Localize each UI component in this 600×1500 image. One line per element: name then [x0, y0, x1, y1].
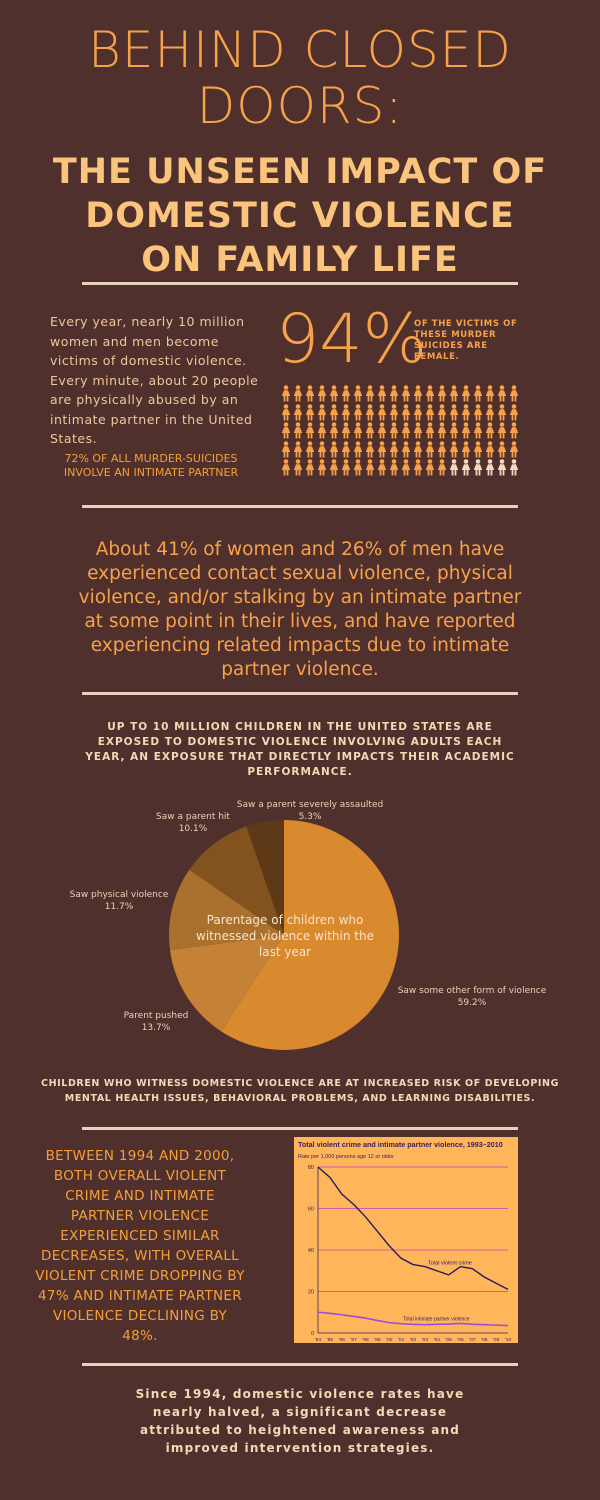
female-figure-icon: [448, 422, 460, 440]
female-figure-icon: [340, 459, 352, 477]
pie-label-pushed: [112, 1010, 200, 1034]
pie-label-pushed-text: Parent pushed: [123, 1011, 189, 1021]
female-figure-icon: [472, 404, 484, 422]
female-figure-icon: [352, 441, 364, 459]
x-tick-label: '07: [469, 1338, 476, 1343]
female-figure-icon: [424, 404, 436, 422]
x-tick-label: '98: [362, 1338, 369, 1343]
female-figure-icon: [280, 385, 292, 403]
female-figure-icon: [316, 459, 328, 477]
subtitle-line-3: ON FAMILY LIFE: [141, 240, 459, 280]
pie-label-other: [392, 985, 552, 1009]
female-figure-icon: [340, 441, 352, 459]
female-figure-icon: [496, 404, 508, 422]
x-tick-label: '04: [433, 1338, 440, 1343]
female-figure-icon: [376, 385, 388, 403]
x-tick-label: '02: [409, 1338, 417, 1343]
female-figure-icon: [316, 404, 328, 422]
x-tick-label: '06: [457, 1338, 464, 1343]
female-figure-icon: [280, 441, 292, 459]
female-figure-icon: [460, 459, 472, 477]
female-figure-icon: [340, 404, 352, 422]
pie-label-physical-text: Saw physical violence: [69, 890, 169, 900]
final-statement: Since 1994, domestic violence rates have nearly halved, a significant decrease attributed to heightened awareness and improved intervention strategies.: [135, 1387, 465, 1455]
female-figure-icon: [484, 385, 496, 403]
female-figure-icon: [400, 404, 412, 422]
x-tick-label: '08: [481, 1338, 488, 1343]
x-tick-label: '97: [350, 1338, 357, 1343]
pie-label-other-text: Saw some other form of violence: [397, 986, 547, 996]
x-tick-label: '10: [504, 1338, 512, 1343]
prevalence-quote: About 41% of women and 26% of men have experienced contact sexual violence, physical violence, and/or stalking by an intimate partner at some point in their lives, and have reported experiencing related impacts due to intimate partner violence.: [78, 539, 522, 680]
female-figure-icon: [400, 422, 412, 440]
female-figure-icon: [292, 385, 304, 403]
female-figure-icon: [328, 385, 340, 403]
y-tick-label: 80: [307, 1165, 314, 1171]
female-figure-icon: [376, 459, 388, 477]
pie-label-other-pct: 59.2%: [457, 998, 487, 1008]
female-figure-icon: [508, 441, 520, 459]
female-figure-icon: [436, 459, 448, 477]
female-figure-icon: [460, 385, 472, 403]
female-figure-icon: [328, 459, 340, 477]
female-figure-icon: [376, 441, 388, 459]
female-figure-grid: [280, 385, 520, 478]
pie-label-parent-hit-text: Saw a parent hit: [156, 812, 230, 822]
female-figure-icon: [292, 404, 304, 422]
female-figure-icon: [484, 422, 496, 440]
title-line-1: BEHIND CLOSED: [88, 21, 512, 79]
female-figure-icon: [292, 459, 304, 477]
y-tick-label: 0: [310, 1331, 314, 1337]
female-figure-icon: [448, 441, 460, 459]
divider-3: [82, 692, 518, 695]
female-figure-icon: [340, 422, 352, 440]
subtitle-line-2: DOMESTIC VIOLENCE: [85, 196, 515, 236]
x-tick-label: '03: [421, 1338, 429, 1343]
female-figure-icon: [352, 385, 364, 403]
female-figure-icon: [436, 385, 448, 403]
female-figure-icon: [304, 441, 316, 459]
female-figure-icon: [400, 441, 412, 459]
divider-4: [82, 1127, 518, 1130]
female-figure-icon: [280, 459, 292, 477]
pie-label-severely-assaulted-text: Saw a parent severely assaulted: [236, 800, 384, 810]
female-figure-icon: [364, 404, 376, 422]
female-figure-icon: [508, 404, 520, 422]
crime-line-chart: [294, 1137, 518, 1343]
female-figure-icon: [376, 422, 388, 440]
female-figure-icon: [280, 404, 292, 422]
female-figure-icon: [460, 422, 472, 440]
x-tick-label: '99: [374, 1338, 381, 1343]
female-figure-icon: [364, 385, 376, 403]
pie-label-parent-hit-pct: 10.1%: [178, 824, 208, 834]
y-tick-label: 20: [307, 1289, 314, 1296]
pie-label-severely-assaulted-pct: 5.3%: [298, 812, 322, 822]
female-figure-icon: [460, 404, 472, 422]
female-figure-icon: [364, 422, 376, 440]
female-figure-icon: [484, 441, 496, 459]
x-tick-label: '95: [326, 1338, 334, 1343]
pie-label-physical: [60, 889, 178, 913]
children-heading: UP TO 10 MILLION CHILDREN IN THE UNITED STATES ARE EXPOSED TO DOMESTIC VIOLENCE INVOLVING ADULTS EACH YEAR, AN EXPOSURE THAT DIRECTLY IMPACTS THEIR ACADEMIC PERFORMANCE.: [85, 721, 515, 778]
series-label-violent-crime: Total violent crime: [427, 1260, 472, 1267]
divider-1: [82, 282, 518, 285]
female-figure-icon: [412, 404, 424, 422]
female-figure-icon: [316, 422, 328, 440]
female-figure-icon: [448, 404, 460, 422]
female-figure-icon: [412, 385, 424, 403]
x-tick-label: '01: [397, 1338, 405, 1343]
series-line-violent-crime: [318, 1167, 508, 1289]
female-figure-icon: [472, 422, 484, 440]
female-figure-icon: [508, 422, 520, 440]
female-figure-icon: [388, 385, 400, 403]
female-figure-icon: [352, 422, 364, 440]
female-figure-icon: [460, 441, 472, 459]
female-figure-icon: [472, 385, 484, 403]
female-figure-icon: [412, 459, 424, 477]
female-figure-icon: [328, 422, 340, 440]
female-figure-icon: [400, 385, 412, 403]
female-figure-icon: [508, 459, 520, 477]
female-figure-icon: [424, 459, 436, 477]
stat-94-value: 94%: [276, 300, 428, 379]
y-tick-label: 60: [307, 1206, 314, 1213]
female-figure-icon: [472, 459, 484, 477]
stat-94-caption: OF THE VICTIMS OF THESE MURDER SUICIDES ARE FEMALE.: [414, 319, 518, 362]
female-figure-icon: [424, 422, 436, 440]
subtitle-line-1: THE UNSEEN IMPACT OF: [52, 152, 548, 192]
female-figure-icon: [436, 422, 448, 440]
female-figure-icon: [364, 459, 376, 477]
female-figure-icon: [496, 422, 508, 440]
female-figure-icon: [388, 422, 400, 440]
female-figure-icon: [448, 385, 460, 403]
female-figure-icon: [412, 441, 424, 459]
crime-line-chart-svg: [294, 1137, 518, 1343]
pie-label-severely-assaulted: [215, 799, 405, 823]
female-figure-icon: [316, 441, 328, 459]
female-figure-icon: [424, 441, 436, 459]
subtitle: [0, 150, 600, 282]
female-figure-icon: [484, 459, 496, 477]
line-chart-title: Total violent crime and intimate partner violence, 1993–2010: [298, 1140, 503, 1149]
female-figure-icon: [436, 404, 448, 422]
female-figure-icon: [376, 404, 388, 422]
female-figure-icon: [412, 422, 424, 440]
x-tick-label: '00: [386, 1338, 393, 1343]
female-figure-icon: [436, 441, 448, 459]
decline-text: BETWEEN 1994 AND 2000, BOTH OVERALL VIOLENT CRIME AND INTIMATE PARTNER VIOLENCE EXPERIENCED SIMILAR DECREASES, WITH OVERALL VIOLENT CRIME DROPPING BY 47% AND INTIMATE PARTNER VIOLENCE DECLINING BY 48%.: [35, 1148, 245, 1344]
female-figure-icon: [340, 385, 352, 403]
female-figure-icon: [496, 385, 508, 403]
female-figure-icon: [388, 459, 400, 477]
female-figure-icon: [280, 422, 292, 440]
intro-text: Every year, nearly 10 million women and men become victims of domestic violence. Every minute, about 20 people are physically abused by an intimate partner in the United States.: [50, 314, 259, 446]
female-figure-icon: [292, 441, 304, 459]
y-tick-label: 40: [307, 1248, 314, 1254]
pie-center-label: Parentage of children who witnessed violence within the last year: [196, 913, 374, 959]
x-tick-label: '96: [338, 1338, 345, 1343]
female-figure-icon: [352, 404, 364, 422]
female-figure-icon: [400, 459, 412, 477]
female-figure-icon: [388, 441, 400, 459]
x-tick-label: '05: [445, 1338, 452, 1343]
title-line-2: DOORS:: [196, 77, 404, 135]
female-figure-icon: [316, 385, 328, 403]
female-figure-icon: [328, 404, 340, 422]
female-figure-icon: [472, 441, 484, 459]
pie-label-parent-hit: [148, 811, 238, 835]
female-figure-icon: [292, 422, 304, 440]
female-figure-icon: [496, 441, 508, 459]
female-figure-icon: [388, 404, 400, 422]
female-figure-icon: [328, 441, 340, 459]
x-tick-label: '94: [314, 1338, 322, 1343]
female-figure-icon: [424, 385, 436, 403]
female-figure-icon: [496, 459, 508, 477]
murder-suicide-note: 72% OF ALL MURDER-SUICIDES INVOLVE AN INTIMATE PARTNER: [63, 452, 239, 479]
female-figure-icon: [352, 459, 364, 477]
divider-5: [82, 1363, 518, 1366]
female-figure-icon: [484, 404, 496, 422]
pie-label-physical-pct: 11.7%: [104, 902, 134, 912]
female-figure-icon: [304, 404, 316, 422]
female-figure-icon: [304, 422, 316, 440]
main-title: [0, 22, 600, 134]
female-figure-icon: [304, 459, 316, 477]
x-tick-label: '09: [492, 1338, 500, 1343]
series-label-intimate-partner: Total intimate partner violence: [403, 1316, 470, 1323]
line-chart-subtitle: Rate per 1,000 persons age 12 or older: [298, 1154, 395, 1160]
risk-heading: CHILDREN WHO WITNESS DOMESTIC VIOLENCE ARE AT INCREASED RISK OF DEVELOPING MENTAL HEALTH ISSUES, BEHAVIORAL PROBLEMS, AND LEARNING DISABILITIES.: [41, 1078, 559, 1104]
female-figure-icon: [448, 459, 460, 477]
female-figure-icon: [508, 385, 520, 403]
female-figure-icon: [364, 441, 376, 459]
divider-2: [82, 505, 518, 508]
pie-label-pushed-pct: 13.7%: [141, 1023, 171, 1033]
female-figure-icon: [304, 385, 316, 403]
